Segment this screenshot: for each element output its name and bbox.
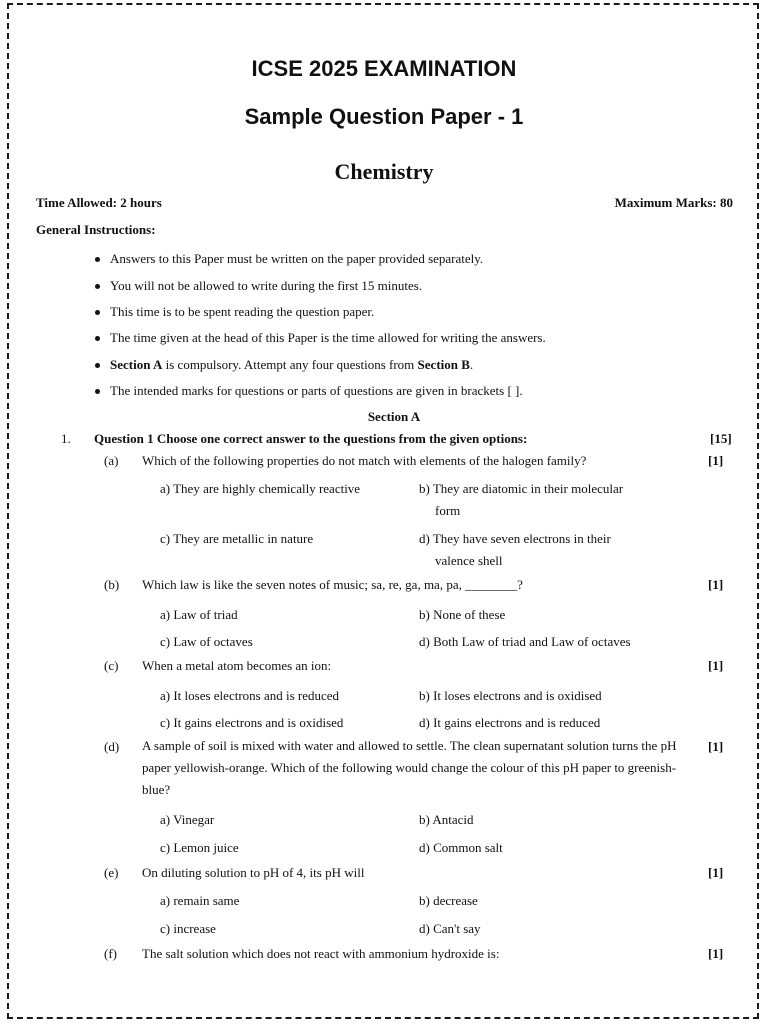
instruction-5-section-a: Section A [110,357,163,372]
part-marks-e: [1] [708,865,724,880]
option-e-d: d) Can't say [419,921,481,936]
part-marks-c: [1] [708,658,724,673]
part-marks-b: [1] [708,577,724,592]
option-b-b: b) None of these [419,607,506,622]
general-instructions-heading: General Instructions: [36,222,156,237]
part-label-a: (a) [104,453,119,468]
subject-title: Chemistry [334,159,434,184]
instruction-6: The intended marks for questions or parts of questions are given in brackets [ ]. [110,383,523,398]
option-b-a: a) Law of triad [160,607,238,622]
part-label-d: (d) [104,739,120,754]
part-question-b: Which law is like the seven notes of music; sa, re, ga, ma, pa, ________? [142,577,523,592]
instruction-4: The time given at the head of this Paper is the time allowed for writing the answers. [110,330,546,345]
section-heading: Section A [367,409,421,424]
option-e-b: b) decrease [419,893,478,908]
page-border [7,3,759,1019]
bullet-icon [95,284,100,289]
part-label-f: (f) [104,946,117,961]
option-a-d-line1: d) They have seven electrons in their [419,531,611,546]
option-a-d-line2: valence shell [435,553,503,568]
bullet-icon [95,363,100,368]
option-b-c: c) Law of octaves [160,634,253,649]
option-c-a: a) It loses electrons and is reduced [160,688,340,703]
part-label-b: (b) [104,577,120,592]
bullet-icon [95,257,100,262]
question-title: Question 1 Choose one correct answer to the questions from the given options: [94,431,528,446]
option-a-b-line1: b) They are diatomic in their molecular [419,481,624,496]
instruction-2: You will not be allowed to write during the first 15 minutes. [110,278,423,293]
part-marks-d: [1] [708,739,724,754]
paper-title: Sample Question Paper - 1 [244,104,524,129]
part-question-a: Which of the following properties do not match with elements of the halogen family? [142,453,587,468]
option-d-b: b) Antacid [419,812,474,827]
part-question-d: A sample of soil is mixed with water and allowed to settle. The clean supernatant solution turns the pH paper yellowish-orange. Which of the following would change the colour of this pH paper to greenish-blue? [142,738,677,797]
instruction-5-text-2: . [469,357,474,372]
exam-title: ICSE 2025 EXAMINATION [251,56,517,81]
part-marks-f: [1] [708,946,724,961]
part-question-e: On diluting solution to pH of 4, its pH will [142,865,365,880]
maximum-marks: Maximum Marks: 80 [614,195,733,210]
option-c-b: b) It loses electrons and is oxidised [419,688,602,703]
option-e-a: a) remain same [160,893,240,908]
part-label-c: (c) [104,658,119,673]
option-c-c: c) It gains electrons and is oxidised [160,715,344,730]
question-marks: [15] [710,431,732,446]
instruction-1: Answers to this Paper must be written on the paper provided separately. [110,251,484,266]
instruction-5-text-1: is compulsory. Attempt any four questions from [162,357,418,372]
part-marks-a: [1] [708,453,724,468]
instruction-5 [110,357,473,373]
question-number: 1. [61,431,71,446]
option-a-c: c) They are metallic in nature [160,531,314,546]
option-a-a: a) They are highly chemically reactive [160,481,361,496]
bullet-icon [95,310,100,315]
bullet-icon [95,389,100,394]
part-question-f: The salt solution which does not react with ammonium hydroxide is: [142,946,500,961]
bullet-icon [95,336,100,341]
part-question-c: When a metal atom becomes an ion: [142,658,332,673]
part-label-e: (e) [104,865,119,880]
option-d-d: d) Common salt [419,840,503,855]
option-b-d: d) Both Law of triad and Law of octaves [419,634,631,649]
instruction-5-section-b: Section B [417,357,470,372]
instruction-3: This time is to be spent reading the question paper. [110,304,375,319]
option-a-b-line2: form [435,503,461,518]
option-e-c: c) increase [160,921,216,936]
option-d-a: a) Vinegar [160,812,215,827]
option-c-d: d) It gains electrons and is reduced [419,715,601,730]
time-allowed: Time Allowed: 2 hours [36,195,162,210]
option-d-c: c) Lemon juice [160,840,239,855]
